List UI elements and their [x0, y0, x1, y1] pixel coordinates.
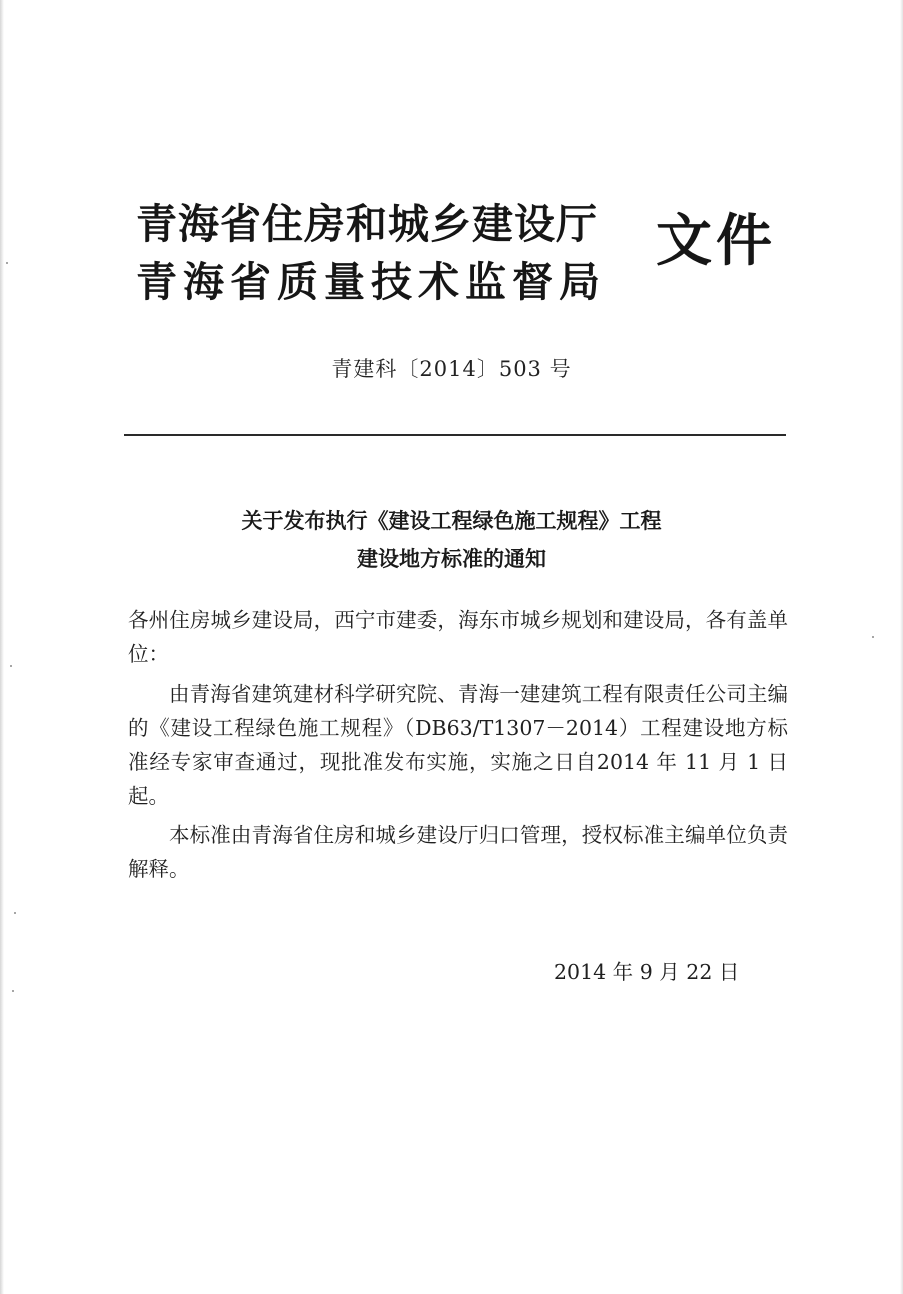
- body-paragraph-approval: 由青海省建筑建材科学研究院、青海一建建筑工程有限责任公司主编的《建设工程绿色施工规程》（DB63/T1307－2014）工程建设地方标准经专家审查通过，现批准发布实施，实施之日自2014 年 11 月 1 日起。: [128, 682, 788, 808]
- document-header: [128, 192, 788, 312]
- issuer-housing-department: 青海省住房和城乡建设厅: [136, 200, 598, 248]
- notice-title-line-1: 关于发布执行《建设工程绿色施工规程》工程: [241, 509, 662, 533]
- notice-title-line-2: 建设地方标准的通知: [357, 547, 546, 571]
- scan-speck: [12, 990, 14, 992]
- body-paragraph-interpretation: 本标准由青海省住房和城乡建设厅归口管理，授权标准主编单位负责解释。: [128, 823, 788, 881]
- scan-speck: [872, 636, 874, 638]
- issuer-quality-bureau: 青海省质量技术监督局: [136, 258, 606, 306]
- document-word: 文件: [656, 209, 776, 274]
- scan-speck: [14, 912, 16, 914]
- scan-speck: [10, 665, 12, 667]
- header-divider: [124, 434, 786, 436]
- document-number: 青建科〔2014〕503 号: [331, 357, 572, 381]
- scan-speck: [6, 262, 8, 264]
- issue-date: 2014 年 9 月 22 日: [554, 960, 740, 984]
- page-left-edge: [0, 0, 4, 1294]
- salutation: 各州住房城乡建设局，西宁市建委，海东市城乡规划和建设局，各有盖单位：: [128, 608, 788, 666]
